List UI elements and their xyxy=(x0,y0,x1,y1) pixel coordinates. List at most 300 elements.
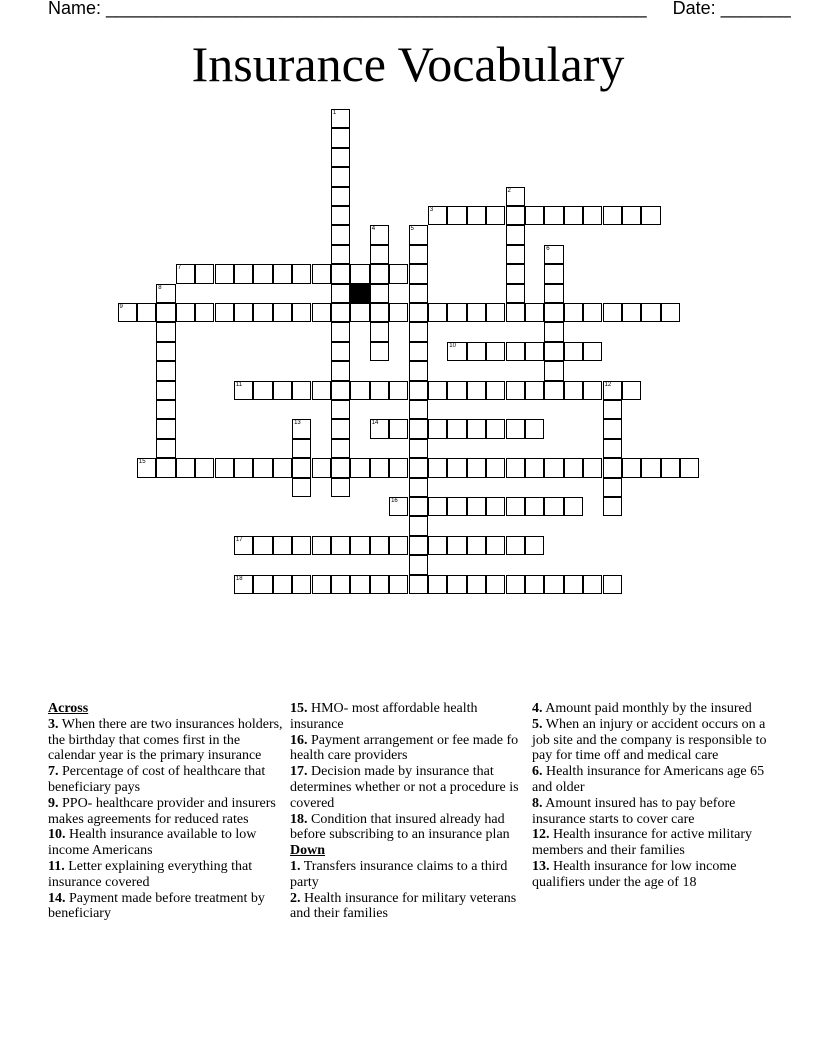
clue-number: 3 xyxy=(429,207,434,213)
crossword-cell[interactable] xyxy=(331,439,350,458)
clue-item xyxy=(48,764,284,796)
crossword-cell[interactable] xyxy=(447,381,466,400)
crossword-cell[interactable] xyxy=(409,478,428,497)
crossword-cell[interactable] xyxy=(506,458,525,477)
crossword-cell[interactable] xyxy=(486,303,505,322)
clue-item xyxy=(290,891,526,923)
crossword-cell[interactable] xyxy=(176,458,195,477)
crossword-cell[interactable] xyxy=(389,303,408,322)
crossword-cell[interactable] xyxy=(564,206,583,225)
crossword-cell[interactable] xyxy=(603,400,622,419)
crossword-cell[interactable] xyxy=(525,206,544,225)
crossword-cell[interactable] xyxy=(583,575,602,594)
crossword-cell[interactable] xyxy=(292,536,311,555)
crossword-cell[interactable] xyxy=(409,497,428,516)
crossword-cell[interactable] xyxy=(525,497,544,516)
crossword-cell[interactable] xyxy=(370,322,389,341)
crossword-cell[interactable] xyxy=(350,381,369,400)
crossword-cell[interactable] xyxy=(331,128,350,147)
clue-item xyxy=(48,717,284,764)
clue-number: 16 xyxy=(391,498,398,504)
crossword-cell[interactable] xyxy=(253,458,272,477)
crossword-cell[interactable] xyxy=(544,284,563,303)
clue-number-label: 10. xyxy=(48,827,66,843)
clue-number-label: 16. xyxy=(290,732,308,748)
crossword-cell[interactable] xyxy=(467,206,486,225)
clue-number: 4 xyxy=(371,226,376,233)
crossword-cell[interactable] xyxy=(525,342,544,361)
crossword-cell[interactable] xyxy=(506,303,525,322)
clue-number-label: 6. xyxy=(532,764,543,780)
crossword-cell[interactable] xyxy=(486,497,505,516)
clue-text: Decision made by insurance that determines whether or not a procedure is covered xyxy=(290,764,519,811)
crossword-cell[interactable] xyxy=(544,322,563,341)
crossword-cell[interactable] xyxy=(447,419,466,438)
crossword-cell[interactable] xyxy=(428,381,447,400)
crossword-cell[interactable] xyxy=(370,575,389,594)
crossword-cell[interactable] xyxy=(622,206,641,225)
crossword-cell[interactable] xyxy=(350,264,369,283)
clue-number-label: 3. xyxy=(48,716,59,732)
crossword-cell[interactable] xyxy=(486,419,505,438)
clue-item xyxy=(290,812,526,844)
crossword-cell[interactable] xyxy=(544,342,563,361)
crossword-cell[interactable] xyxy=(331,536,350,555)
clue-number: 2 xyxy=(507,187,511,194)
crossword-cell[interactable] xyxy=(234,536,253,555)
clue-item xyxy=(48,827,284,859)
clue-item xyxy=(290,733,526,765)
crossword-cell[interactable] xyxy=(176,303,195,322)
crossword-cell[interactable] xyxy=(331,187,350,206)
crossword-cell[interactable] xyxy=(195,303,214,322)
crossword-cell[interactable] xyxy=(156,439,175,458)
crossword-cell[interactable] xyxy=(312,264,331,283)
crossword-cell[interactable] xyxy=(583,381,602,400)
crossword-cell[interactable] xyxy=(156,322,175,341)
crossword-cell[interactable] xyxy=(525,575,544,594)
crossword-cell[interactable] xyxy=(506,187,525,206)
crossword-cell[interactable] xyxy=(331,206,350,225)
crossword-cell[interactable] xyxy=(273,536,292,555)
crossword-cell[interactable] xyxy=(331,458,350,477)
crossword-cell[interactable] xyxy=(331,361,350,380)
clue-item xyxy=(290,859,526,891)
crossword-cell[interactable] xyxy=(603,206,622,225)
crossword-cell[interactable] xyxy=(506,284,525,303)
clue-number-label: 18. xyxy=(290,811,308,827)
crossword-cell[interactable] xyxy=(234,303,253,322)
crossword-cell[interactable] xyxy=(525,536,544,555)
crossword-cell[interactable] xyxy=(428,497,447,516)
crossword-cell[interactable] xyxy=(467,342,486,361)
crossword-cell[interactable] xyxy=(409,555,428,574)
crossword-cell[interactable] xyxy=(409,458,428,477)
crossword-cell[interactable] xyxy=(137,458,156,477)
clue-text: Payment arrangement or fee made fo health care providers xyxy=(290,732,519,764)
crossword-cell[interactable] xyxy=(409,400,428,419)
crossword-cell[interactable] xyxy=(331,284,350,303)
clue-number-label: 4. xyxy=(532,701,543,716)
crossword-cell[interactable] xyxy=(253,575,272,594)
crossword-cell[interactable] xyxy=(661,458,680,477)
crossword-cell[interactable] xyxy=(215,264,234,283)
clues-column-3 xyxy=(532,701,768,891)
clue-item xyxy=(48,891,284,923)
crossword-cell[interactable] xyxy=(195,264,214,283)
crossword-cell[interactable] xyxy=(273,381,292,400)
crossword-cell[interactable] xyxy=(331,225,350,244)
crossword-cell[interactable] xyxy=(331,478,350,497)
crossword-cell[interactable] xyxy=(467,381,486,400)
crossword-cell[interactable] xyxy=(506,225,525,244)
crossword-cell[interactable] xyxy=(506,419,525,438)
crossword-cell[interactable] xyxy=(603,419,622,438)
clue-number-label: 5. xyxy=(532,716,543,732)
crossword-cell[interactable] xyxy=(253,381,272,400)
clue-item xyxy=(532,717,768,764)
crossword-cell[interactable] xyxy=(331,575,350,594)
crossword-cell[interactable] xyxy=(331,245,350,264)
crossword-cell[interactable] xyxy=(564,342,583,361)
crossword-cell[interactable] xyxy=(428,419,447,438)
crossword-cell[interactable] xyxy=(622,458,641,477)
crossword-cell[interactable] xyxy=(583,303,602,322)
crossword-cell[interactable] xyxy=(409,536,428,555)
crossword-cell[interactable] xyxy=(350,536,369,555)
crossword-cell[interactable] xyxy=(603,497,622,516)
crossword-cell[interactable] xyxy=(622,303,641,322)
clue-text: Health insurance for active military members and their families xyxy=(532,827,753,859)
clue-number-label: 9. xyxy=(48,795,59,811)
crossword-cell[interactable] xyxy=(350,303,369,322)
crossword-cell[interactable] xyxy=(273,264,292,283)
crossword-cell[interactable] xyxy=(428,458,447,477)
crossword-cell[interactable] xyxy=(409,361,428,380)
crossword-cell[interactable] xyxy=(253,536,272,555)
crossword-cell[interactable] xyxy=(370,381,389,400)
crossword-cell[interactable] xyxy=(661,303,680,322)
crossword-cell[interactable] xyxy=(544,458,563,477)
crossword-cell[interactable] xyxy=(370,419,389,438)
crossword-cell[interactable] xyxy=(234,264,253,283)
crossword-cell[interactable] xyxy=(176,264,195,283)
crossword-cell[interactable] xyxy=(370,342,389,361)
clue-number: 7 xyxy=(177,265,182,272)
clue-number: 12 xyxy=(604,381,612,388)
crossword-cell[interactable] xyxy=(389,264,408,283)
clue-item xyxy=(48,859,284,891)
clue-number: 1 xyxy=(332,110,337,116)
crossword-cell[interactable] xyxy=(389,536,408,555)
crossword-cell[interactable] xyxy=(409,303,428,322)
crossword-cell[interactable] xyxy=(467,458,486,477)
crossword-cell[interactable] xyxy=(292,458,311,477)
crossword-cell[interactable] xyxy=(447,536,466,555)
crossword-cell[interactable] xyxy=(389,575,408,594)
crossword-cell[interactable] xyxy=(331,109,350,128)
crossword-cell[interactable] xyxy=(409,284,428,303)
crossword-cell[interactable] xyxy=(506,264,525,283)
crossword-cell[interactable] xyxy=(486,536,505,555)
crossword-cell[interactable] xyxy=(137,303,156,322)
crossword-cell[interactable] xyxy=(234,381,253,400)
clue-item xyxy=(532,827,768,859)
crossword-cell[interactable] xyxy=(273,303,292,322)
crossword-cell[interactable] xyxy=(583,206,602,225)
crossword-cell[interactable] xyxy=(389,381,408,400)
crossword-cell[interactable] xyxy=(544,361,563,380)
crossword-cell[interactable] xyxy=(486,458,505,477)
crossword-cell[interactable] xyxy=(292,478,311,497)
crossword-cell[interactable] xyxy=(312,458,331,477)
crossword-cell[interactable] xyxy=(331,148,350,167)
crossword-cell[interactable] xyxy=(331,303,350,322)
crossword-cell[interactable] xyxy=(447,342,466,361)
clue-text: Percentage of cost of healthcare that beneficiary pays xyxy=(48,764,266,795)
crossword-cell[interactable] xyxy=(370,536,389,555)
crossword-cell[interactable] xyxy=(506,206,525,225)
clue-item xyxy=(290,764,526,811)
crossword-cell[interactable] xyxy=(312,381,331,400)
crossword-cell[interactable] xyxy=(564,303,583,322)
crossword-cell[interactable] xyxy=(312,536,331,555)
crossword-cell[interactable] xyxy=(544,303,563,322)
down-heading: Down xyxy=(290,843,326,859)
crossword-cell[interactable] xyxy=(544,381,563,400)
crossword-cell[interactable] xyxy=(603,458,622,477)
crossword-cell[interactable] xyxy=(525,303,544,322)
crossword-cell[interactable] xyxy=(486,206,505,225)
crossword-cell[interactable] xyxy=(544,245,563,264)
crossword-cell[interactable] xyxy=(195,458,214,477)
crossword-cell[interactable] xyxy=(525,458,544,477)
clue-text: Health insurance for Americans age 65 and older xyxy=(532,764,765,795)
crossword-cell[interactable] xyxy=(370,284,389,303)
crossword-cell[interactable] xyxy=(292,381,311,400)
crossword-cell[interactable] xyxy=(447,575,466,594)
crossword-cell[interactable] xyxy=(273,458,292,477)
clue-number: 17 xyxy=(235,536,243,543)
crossword-cell[interactable] xyxy=(506,342,525,361)
clues-column-2 xyxy=(290,701,526,922)
crossword-cell[interactable] xyxy=(544,206,563,225)
clue-item xyxy=(48,796,284,828)
crossword-cell[interactable] xyxy=(467,419,486,438)
crossword-cell[interactable] xyxy=(292,303,311,322)
crossword-cell[interactable] xyxy=(486,342,505,361)
crossword-cell[interactable] xyxy=(506,381,525,400)
crossword-cell[interactable] xyxy=(622,381,641,400)
crossword-cell[interactable] xyxy=(292,575,311,594)
crossword-cell[interactable] xyxy=(603,303,622,322)
crossword-cell[interactable] xyxy=(292,439,311,458)
crossword-cell[interactable] xyxy=(680,458,699,477)
crossword-cell[interactable] xyxy=(467,497,486,516)
crossword-cell[interactable] xyxy=(273,575,292,594)
crossword-cell[interactable] xyxy=(506,497,525,516)
clue-text: PPO- healthcare provider and insurers makes agreements for reduced rates xyxy=(48,795,276,827)
clue-number-label: 11. xyxy=(48,858,65,874)
clue-text: Amount paid monthly by the insured xyxy=(542,701,752,716)
crossword-cell[interactable] xyxy=(564,575,583,594)
crossword-cell[interactable] xyxy=(156,361,175,380)
crossword-cell[interactable] xyxy=(409,419,428,438)
crossword-cell[interactable] xyxy=(447,303,466,322)
crossword-cell[interactable] xyxy=(544,264,563,283)
clue-number: 6 xyxy=(546,245,550,252)
crossword-cell[interactable] xyxy=(409,322,428,341)
clue-number-label: 17. xyxy=(290,764,308,780)
crossword-cell[interactable] xyxy=(215,458,234,477)
crossword-cell[interactable] xyxy=(603,439,622,458)
clue-item xyxy=(532,796,768,828)
clue-text: Health insurance available to low income Americans xyxy=(48,827,257,859)
crossword-cell[interactable] xyxy=(428,206,447,225)
crossword-cell[interactable] xyxy=(331,264,350,283)
crossword-cell[interactable] xyxy=(331,322,350,341)
clue-number-label: 13. xyxy=(532,858,550,874)
clue-text: When an injury or accident occurs on a job site and the company is responsible to pay for time off and medical care xyxy=(532,716,767,764)
crossword-cell[interactable] xyxy=(506,575,525,594)
crossword-cell[interactable] xyxy=(215,303,234,322)
crossword-cell[interactable] xyxy=(156,419,175,438)
crossword-cell[interactable] xyxy=(312,303,331,322)
crossword-cell[interactable] xyxy=(409,575,428,594)
clue-number: 15 xyxy=(138,459,146,466)
clue-text: Health insurance for military veterans and their families xyxy=(290,890,517,922)
crossword-cell[interactable] xyxy=(409,264,428,283)
crossword-cell[interactable] xyxy=(389,458,408,477)
across-heading: Across xyxy=(48,701,89,716)
crossword-cell[interactable] xyxy=(292,264,311,283)
clue-number: 13 xyxy=(294,420,301,427)
crossword-cell[interactable] xyxy=(583,342,602,361)
date-label: Date: xyxy=(672,0,716,18)
crossword-cell[interactable] xyxy=(428,575,447,594)
clue-number: 11 xyxy=(235,381,243,388)
clue-number-label: 15. xyxy=(290,701,308,716)
crossword-cell[interactable] xyxy=(564,458,583,477)
crossword-cell[interactable] xyxy=(564,381,583,400)
clue-text: Condition that insured already had before subscribing to an insurance plan xyxy=(290,811,510,843)
crossword-cell[interactable] xyxy=(409,381,428,400)
crossword-cell[interactable] xyxy=(118,303,137,322)
crossword-cell[interactable] xyxy=(506,245,525,264)
crossword-cell[interactable] xyxy=(544,497,563,516)
crossword-cell[interactable] xyxy=(156,400,175,419)
clue-text: Health insurance for low income qualifiers under the age of 18 xyxy=(532,858,737,890)
clue-item xyxy=(532,701,768,717)
crossword-cell[interactable] xyxy=(331,400,350,419)
crossword-cell[interactable] xyxy=(447,458,466,477)
crossword-cell[interactable] xyxy=(641,303,660,322)
crossword-cell[interactable] xyxy=(525,381,544,400)
crossword-cell[interactable] xyxy=(447,497,466,516)
crossword-cell[interactable] xyxy=(370,225,389,244)
crossword-cell[interactable] xyxy=(603,478,622,497)
clue-item xyxy=(532,764,768,796)
crossword-cell[interactable] xyxy=(641,458,660,477)
crossword-cell[interactable] xyxy=(603,575,622,594)
crossword-cell[interactable] xyxy=(409,245,428,264)
crossword-cell[interactable] xyxy=(156,284,175,303)
crossword-cell[interactable] xyxy=(234,458,253,477)
clue-text: Payment made before treatment by beneficiary xyxy=(48,890,265,922)
crossword-cell[interactable] xyxy=(409,342,428,361)
crossword-cell[interactable] xyxy=(331,342,350,361)
crossword-cell[interactable] xyxy=(409,516,428,535)
crossword-cell[interactable] xyxy=(350,575,369,594)
clue-number: 10 xyxy=(449,342,456,349)
clue-number-label: 2. xyxy=(290,890,301,906)
crossword-cell[interactable] xyxy=(331,381,350,400)
date-line[interactable]: _______ xyxy=(720,0,791,18)
page-title: Insurance Vocabulary xyxy=(191,36,625,92)
crossword-cell[interactable] xyxy=(486,381,505,400)
crossword-cell[interactable] xyxy=(641,206,660,225)
clue-number-label: 12. xyxy=(532,827,550,843)
crossword-cell[interactable] xyxy=(370,303,389,322)
clues-column-1 xyxy=(48,701,284,922)
clue-number-label: 8. xyxy=(532,795,543,811)
crossword-cell[interactable] xyxy=(525,419,544,438)
crossword-cell[interactable] xyxy=(253,303,272,322)
clue-item xyxy=(532,859,768,891)
crossword-cell[interactable] xyxy=(156,303,175,322)
clue-text: Letter explaining everything that insurance covered xyxy=(48,858,253,890)
crossword-cell[interactable] xyxy=(583,458,602,477)
crossword-cell[interactable] xyxy=(409,439,428,458)
crossword-cell[interactable] xyxy=(331,167,350,186)
crossword-cell[interactable] xyxy=(428,303,447,322)
crossword-cell[interactable] xyxy=(312,575,331,594)
crossword-cell[interactable] xyxy=(409,225,428,244)
clue-number: 8 xyxy=(158,284,162,291)
name-line[interactable]: ______________________________________________________ xyxy=(106,0,647,18)
crossword-cell[interactable] xyxy=(603,381,622,400)
crossword-cell[interactable] xyxy=(156,458,175,477)
crossword-cell[interactable] xyxy=(350,458,369,477)
crossword-cell[interactable] xyxy=(331,419,350,438)
crossword-cell[interactable] xyxy=(544,575,563,594)
crossword-cell[interactable] xyxy=(467,303,486,322)
clue-number-label: 1. xyxy=(290,858,301,874)
crossword-cell[interactable] xyxy=(292,419,311,438)
crossword-cell[interactable] xyxy=(564,497,583,516)
crossword-cell[interactable] xyxy=(389,497,408,516)
crossword-cell[interactable] xyxy=(447,206,466,225)
blocked-cell xyxy=(350,284,369,303)
crossword-cell[interactable] xyxy=(428,536,447,555)
crossword-cell[interactable] xyxy=(370,245,389,264)
crossword-cell[interactable] xyxy=(234,575,253,594)
crossword-cell[interactable] xyxy=(467,536,486,555)
name-label: Name: xyxy=(48,0,102,18)
crossword-cell[interactable] xyxy=(467,575,486,594)
crossword-cell[interactable] xyxy=(486,575,505,594)
crossword-cell[interactable] xyxy=(370,458,389,477)
clue-text: When there are two insurances holders, the birthday that comes first in the calendar year is the primary insurance xyxy=(48,716,283,764)
clue-number-label: 14. xyxy=(48,890,66,906)
clue-text: Transfers insurance claims to a third party xyxy=(290,858,508,890)
crossword-cell[interactable] xyxy=(389,419,408,438)
crossword-cell[interactable] xyxy=(253,264,272,283)
crossword-cell[interactable] xyxy=(370,264,389,283)
crossword-cell[interactable] xyxy=(156,342,175,361)
crossword-cell[interactable] xyxy=(506,536,525,555)
crossword-cell[interactable] xyxy=(156,381,175,400)
